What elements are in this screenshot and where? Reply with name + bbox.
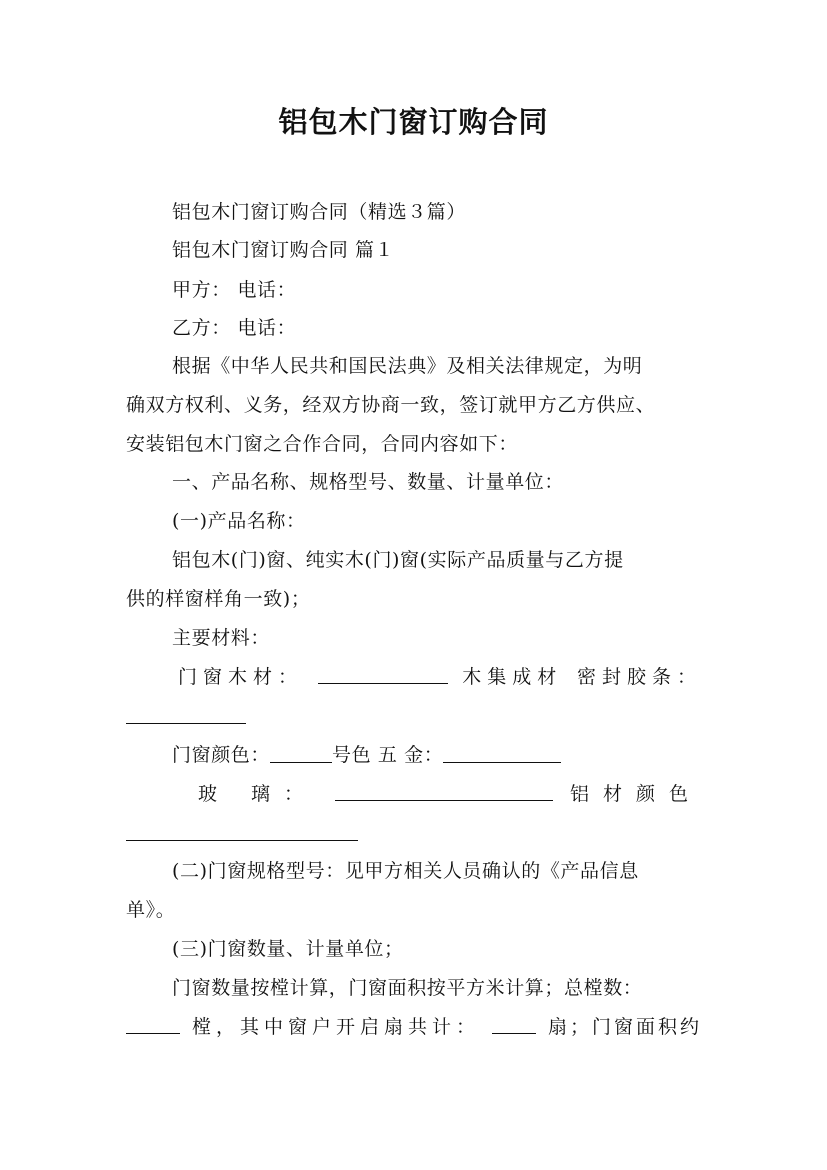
color-line [172,741,702,769]
paragraph-line: 安装铝包木门窗之合作合同，合同内容如下： [126,433,519,455]
blank-line [335,780,553,801]
glass-line [198,780,702,808]
paragraph-line: 门窗数量按樘计算，门窗面积按平方米计算；总樘数： [172,977,643,999]
party-a-line: 甲方： 电话： [172,279,297,301]
sub-clause-heading: (三)门窗数量、计量单位； [172,938,404,960]
aluminum-color-label: 铝材颜色 [569,783,702,805]
sub-clause-heading: (一)产品名称： [172,510,306,532]
materials-line [178,663,702,691]
area-text: 扇；门窗面积约 [547,1016,702,1038]
hardware-label: 号色 五 金： [332,744,444,766]
blank-line [126,703,246,724]
party-b-line: 乙方： 电话： [172,317,297,339]
blank-line [443,742,561,763]
paragraph-line: (二)门窗规格型号：见甲方相关人员确认的《产品信息 [172,860,639,882]
quantity-text: 樘，其中窗户开启扇共计： [191,1016,480,1038]
wood-label: 门窗木材： [178,666,304,688]
clause-heading: 一、产品名称、规格型号、数量、计量单位： [172,471,565,493]
materials-heading: 主要材料： [172,627,271,649]
section-heading: 铝包木门窗订购合同 篇１ [172,239,395,261]
paragraph-line: 确双方权利、义务，经双方协商一致，签订就甲方乙方供应、 [126,394,656,416]
wood-type: 木集成材 [462,666,563,688]
blank-line [318,663,448,684]
blank-line [270,742,332,763]
blank-line [126,1013,180,1034]
glass-label: 玻 璃： [198,783,318,805]
blank-row [126,819,702,847]
paragraph-line: 单》。 [126,899,176,921]
color-label: 门窗颜色： [172,744,271,766]
paragraph-line: 根据《中华人民共和国民法典》及相关法律规定，为明 [172,355,643,377]
quantity-line [126,1013,702,1041]
blank-line [126,820,358,841]
blank-row [126,702,702,730]
document-title: 铝包木门窗订购合同 [278,105,549,139]
paragraph-line: 铝包木(门)窗、纯实木(门)窗(实际产品质量与乙方提 [172,549,624,571]
paragraph-line: 供的样窗样角一致)； [126,588,311,610]
seal-label: 密封胶条： [576,666,702,688]
blank-line [492,1013,536,1034]
doc-subtitle: 铝包木门窗订购合同（精选３篇） [172,201,467,223]
